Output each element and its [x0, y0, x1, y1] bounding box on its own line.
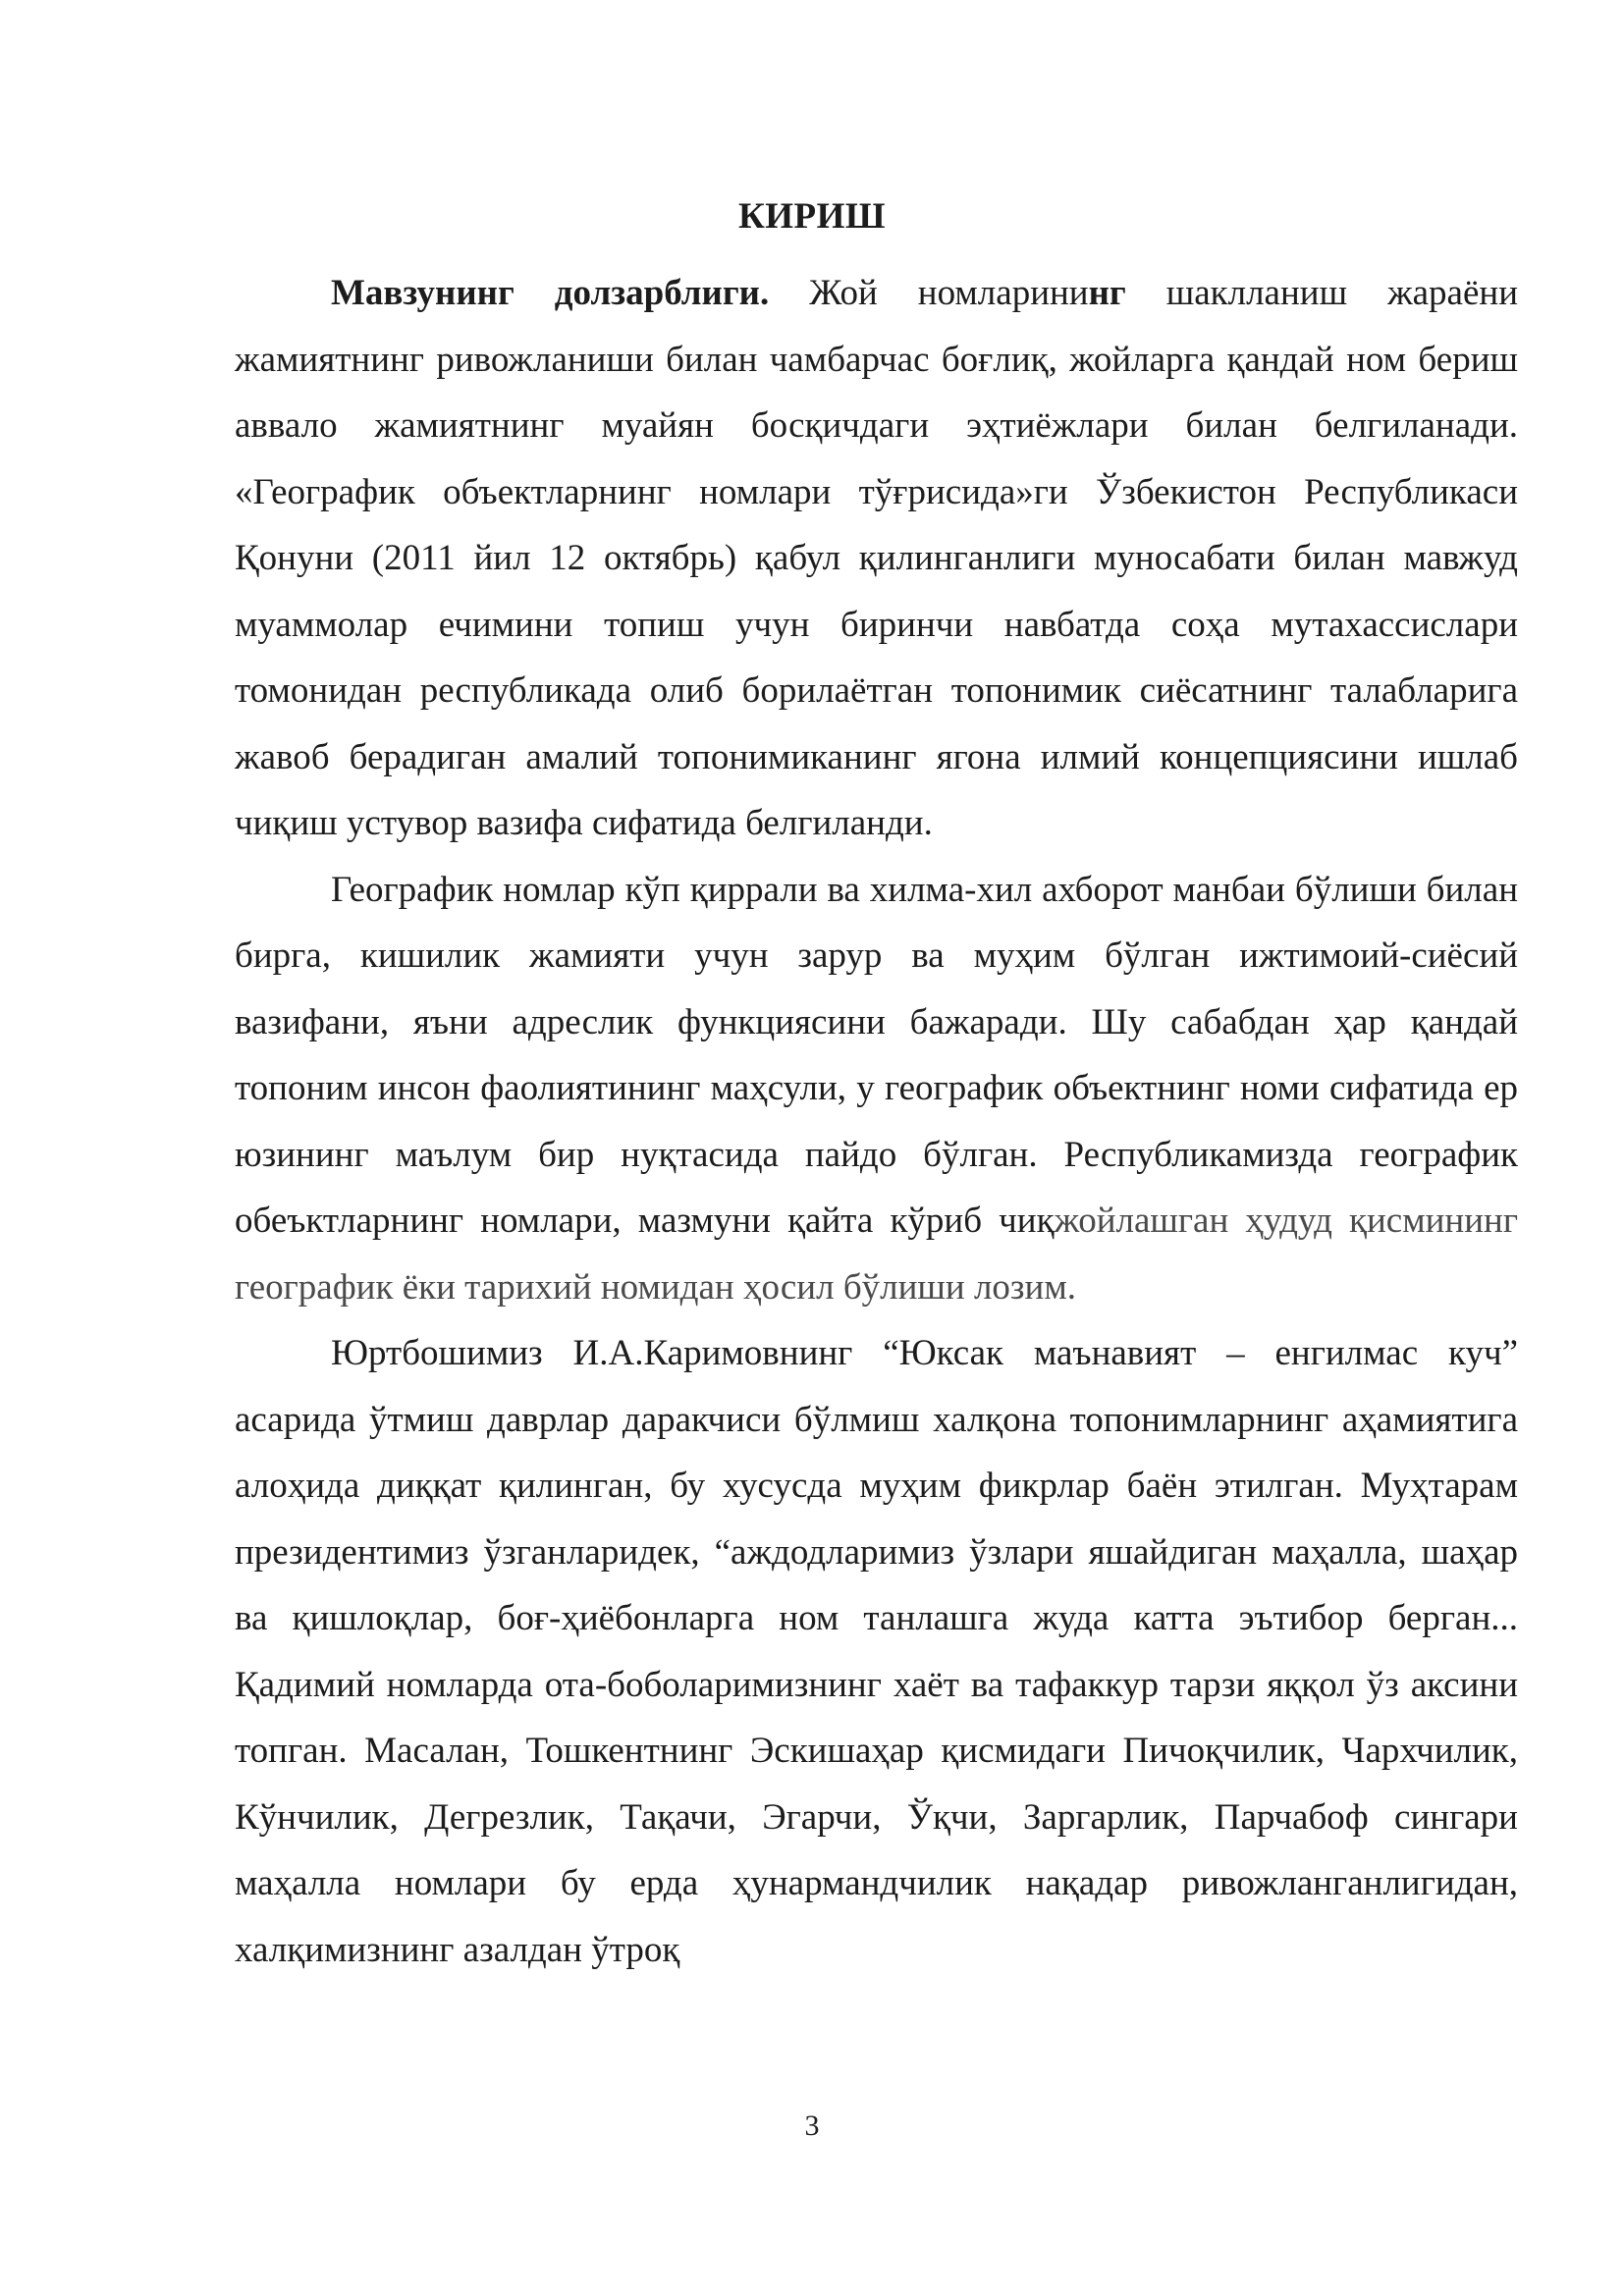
paragraph-quote	[235, 1320, 1518, 1983]
paragraph-lead: Мавзунинг долзарблиги.	[331, 273, 770, 313]
page-number: 3	[804, 2109, 820, 2142]
body-text	[235, 260, 1518, 1983]
paragraph-geographic-names	[235, 857, 1518, 1321]
paragraph-gray-text: жойлашган ҳудуд қисмининг географик ёки тарихий номидан ҳосил бўлиши лозим.	[235, 1201, 1518, 1308]
paragraph-text: Географик номлар кўп қиррали ва хилма-хил ахборот манбаи бўлиши билан бирга, кишилик жамияти учун зарур ва муҳим бўлган ижтимоий-сиёсий вазифани, яъни адреслик функциясини бажаради. Шу сабабдан ҳар қандай топоним инсон фаолиятининг маҳсули, у географик объектнинг номи сифатида ер юзининг маълум бир нуқтасида пайдо бўлган. Республикамизда географик обеъктларнинг номлари, мазмуни қайта кўриб чиқ	[235, 869, 1518, 1241]
bold-fragment: нг	[1088, 273, 1126, 313]
paragraph-relevance	[235, 260, 1518, 857]
section-heading: КИРИШ	[737, 196, 887, 237]
paragraph-text-start: Жой номларини	[769, 273, 1089, 313]
paragraph-text: Юртбошимиз И.А.Каримовнинг “Юксак маънавият – енгилмас куч” асарида ўтмиш даврлар даракчиси бўлмиш халқона топонимларнинг аҳамиятига алоҳида диққат қилинган, бу хусусда муҳим фикрлар баён этилган. Муҳтарам президентимиз ўзганларидек, “аждодларимиз ўзлари яшайдиган маҳалла, шаҳар ва қишлоқлар, боғ-ҳиёбонларга ном танлашга жуда катта эътибор берган... Қадимий номларда ота-боболаримизнинг хаёт ва тафаккур тарзи яққол ўз аксини топган. Масалан, Тошкентнинг Эскишаҳар қисмидаги Пичоқчилик, Чархчилик, Кўнчилик, Дегрезлик, Тақачи, Эгарчи, Ўқчи, Заргарлик, Парчабоф сингари маҳалла номлари бу ерда ҳунармандчилик нақадар ривожланганлигидан, халқимизнинг азалдан ўтроқ	[235, 1333, 1518, 1970]
paragraph-text-rest: шаклланиш жараёни жамиятнинг ривожланиши билан чамбарчас боғлиқ, жойларга қандай ном бериш аввало жамиятнинг муайян босқичдаги эҳтиёжлари билан белгиланади. «Географик объектларнинг номлари тўғрисида»ги Ўзбекистон Республикаси Қонуни (2011 йил 12 октябрь) қабул қилинганлиги муносабати билан мавжуд муаммолар ечимини топиш учун биринчи навбатда соҳа мутахассислари томонидан республикада олиб борилаётган топонимик сиёсатнинг талабларига жавоб берадиган амалий топонимиканинг ягона илмий концепциясини ишлаб чиқиш устувор вазифа сифатида белгиланди.	[235, 273, 1519, 843]
